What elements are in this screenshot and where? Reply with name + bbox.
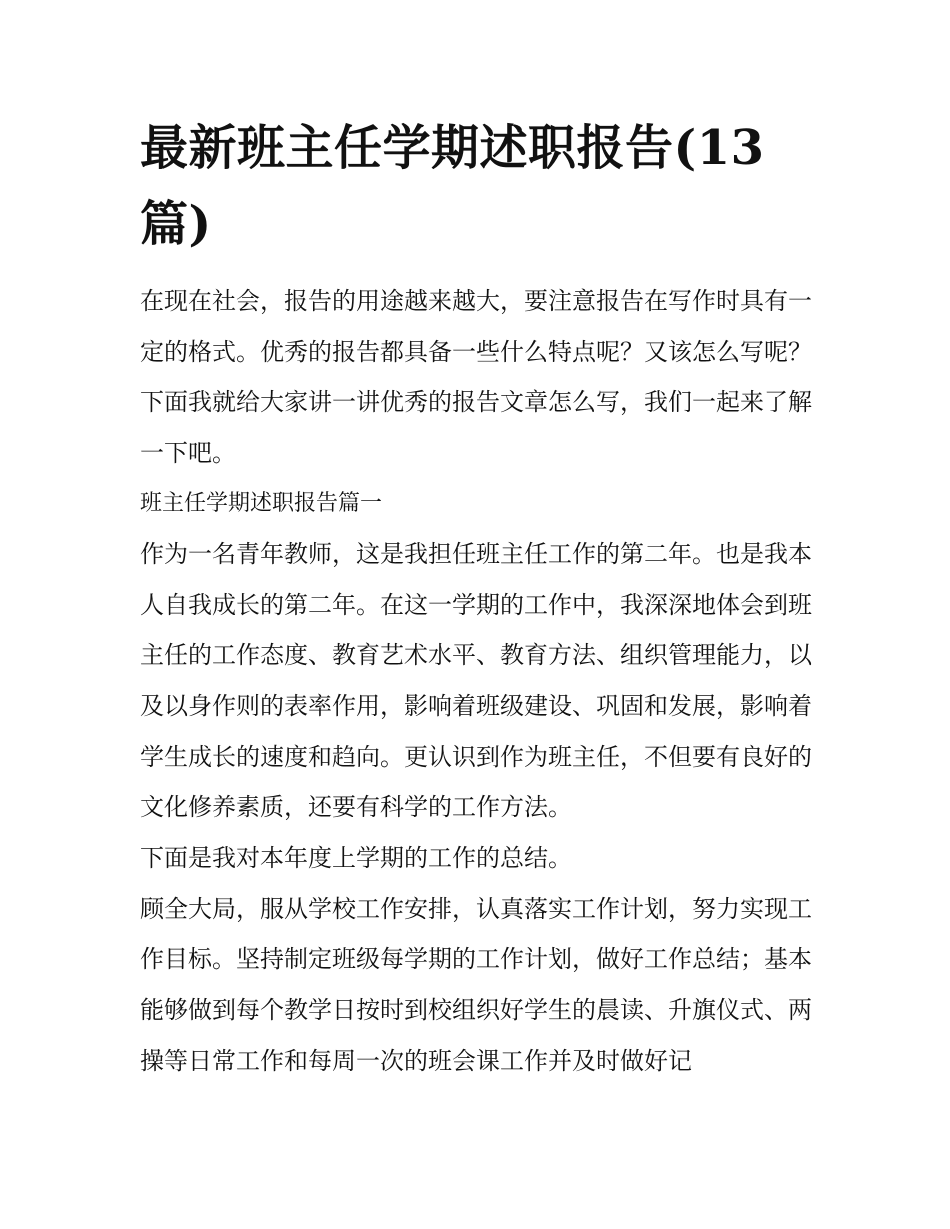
- body-paragraph: 下面是我对本年度上学期的工作的总结。: [140, 844, 572, 873]
- document-title: 最新班主任学期述职报告(13篇): [140, 120, 765, 252]
- body-paragraph: 顾全大局，服从学校工作安排，认真落实工作计划，努力实现工作目标。坚持制定班级每学期的工作计划，做好工作总结；基本能够做到每个教学日按时到校组织好学生的晨读、升旗仪式、两操等日常工作和每周一次的班会课工作并及时做好记: [140, 894, 812, 1075]
- body-paragraph: 作为一名青年教师，这是我担任班主任工作的第二年。也是我本人自我成长的第二年。在这一学期的工作中，我深深地体会到班主任的工作态度、教育艺术水平、教育方法、组织管理能力，以及以身作则的表率作用，影响着班级建设、巩固和发展，影响着学生成长的速度和趋向。更认识到作为班主任，不但要有良好的文化修养素质，还要有科学的工作方法。: [140, 539, 812, 822]
- intro-paragraph: 在现在社会，报告的用途越来越大，要注意报告在写作时具有一定的格式。优秀的报告都具备一些什么特点呢？又该怎么写呢？下面我就给大家讲一讲优秀的报告文章怎么写，我们一起来了解一下吧。: [140, 287, 812, 468]
- section-heading: 班主任学期述职报告篇一: [140, 490, 383, 516]
- document-page: [140, 110, 812, 1087]
